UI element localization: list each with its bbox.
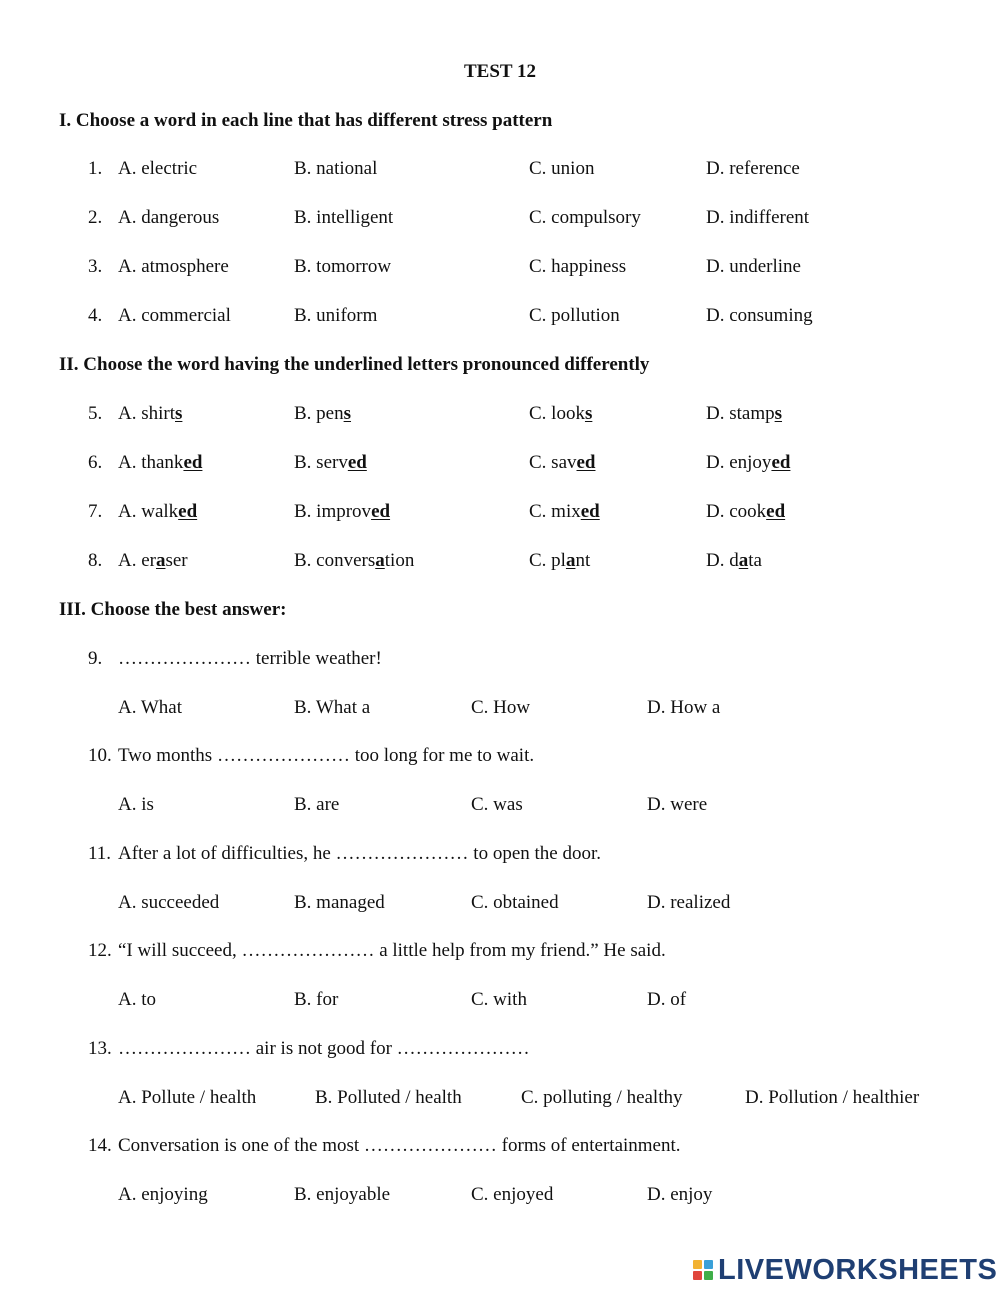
option-d [706, 403, 782, 425]
section-heading-stress: I. Choose a word in each line that has different stress pattern [59, 110, 553, 131]
option-b: B. tomorrow [294, 256, 392, 277]
question-number: 5. [88, 403, 103, 424]
option-d: D. Pollution / healthier [745, 1087, 920, 1108]
option-b [294, 501, 390, 523]
option-a: A. succeeded [118, 892, 220, 913]
underlined-letters: s [774, 403, 783, 424]
option-a: A. electric [118, 158, 198, 179]
question-number: 8. [88, 550, 103, 571]
option-c [529, 452, 596, 474]
question-number: 3. [88, 256, 103, 277]
option-d: D. of [647, 989, 687, 1010]
option-a: A. Pollute / health [118, 1087, 257, 1108]
option-text: C. pl [529, 550, 566, 571]
option-text: C. sav [529, 452, 577, 473]
option-a: A. What [118, 697, 183, 718]
option-b [294, 403, 351, 425]
option-text-end: nt [575, 550, 591, 571]
option-b: B. for [294, 989, 339, 1010]
option-a: A. atmosphere [118, 256, 229, 277]
option-text-end: ser [165, 550, 188, 571]
option-text: D. cook [706, 501, 767, 522]
option-a: A. is [118, 794, 154, 815]
underlined-letters: ed [580, 501, 600, 522]
option-text-end: ta [748, 550, 762, 571]
option-c: C. obtained [471, 892, 559, 913]
logo-block [693, 1260, 702, 1269]
option-b: B. enjoyable [294, 1184, 391, 1205]
question-number: 4. [88, 305, 103, 326]
question-number: 14. [88, 1135, 112, 1156]
option-b: B. What a [294, 697, 371, 718]
option-text: A. er [118, 550, 156, 571]
underlined-letters: ed [183, 452, 203, 473]
section-heading-best-answer: III. Choose the best answer: [59, 599, 287, 620]
option-c: C. compulsory [529, 207, 641, 228]
option-text: B. pen [294, 403, 344, 424]
option-a: A. to [118, 989, 156, 1010]
question-text: Two months ………………… too long for me to wait. [118, 745, 535, 766]
option-a [118, 501, 197, 523]
option-text: D. stamp [706, 403, 775, 424]
question-number: 13. [88, 1038, 112, 1059]
option-c: C. happiness [529, 256, 627, 277]
option-b [294, 452, 367, 474]
underlined-letters: ed [576, 452, 596, 473]
question-number: 9. [88, 648, 103, 669]
underlined-letters: ed [371, 501, 391, 522]
option-a: A. commercial [118, 305, 231, 326]
question-number: 10. [88, 745, 112, 766]
option-text: A. walk [118, 501, 179, 522]
option-d: D. How a [647, 697, 721, 718]
question-number: 2. [88, 207, 103, 228]
option-b: B. are [294, 794, 340, 815]
question-text: ………………… air is not good for ………………… [118, 1038, 530, 1059]
question-number: 1. [88, 158, 103, 179]
option-d: D. were [647, 794, 708, 815]
underlined-letters: ed [347, 452, 367, 473]
option-c: C. union [529, 158, 595, 179]
option-d: D. indifferent [706, 207, 810, 228]
option-text: A. thank [118, 452, 184, 473]
option-text: D. enjoy [706, 452, 772, 473]
option-d [706, 501, 785, 523]
option-a [118, 452, 202, 474]
question-number: 6. [88, 452, 103, 473]
underlined-letters: s [175, 403, 183, 424]
option-c: C. How [471, 697, 531, 718]
option-d: D. consuming [706, 305, 813, 326]
logo-block [693, 1271, 702, 1280]
logo-text: LIVEWORKSHEETS [718, 1253, 998, 1286]
option-c [529, 403, 592, 425]
option-text: B. serv [294, 452, 348, 473]
underlined-letters: a [155, 550, 166, 571]
option-text: C. look [529, 403, 585, 424]
option-text: B. convers [294, 550, 376, 571]
underlined-letters: ed [771, 452, 791, 473]
option-c [529, 501, 600, 523]
liveworksheets-logo [693, 1255, 997, 1285]
underlined-letters: ed [178, 501, 198, 522]
option-a: A. dangerous [118, 207, 220, 228]
question-text: After a lot of difficulties, he ………………… to open the door. [118, 843, 602, 864]
option-d: D. reference [706, 158, 800, 179]
option-c: C. pollution [529, 305, 620, 326]
question-number: 7. [88, 501, 103, 522]
logo-block [704, 1271, 713, 1280]
underlined-letters: s [343, 403, 352, 424]
logo-block [704, 1260, 713, 1269]
option-text: D. d [706, 550, 739, 571]
option-b: B. managed [294, 892, 385, 913]
option-d: D. realized [647, 892, 731, 913]
option-c [529, 550, 590, 572]
underlined-letters: a [375, 550, 385, 571]
option-c: C. polluting / healthy [521, 1087, 683, 1108]
option-d: D. underline [706, 256, 801, 277]
section-heading-pronunciation: II. Choose the word having the underlined letters pronounced differently [59, 354, 650, 375]
option-b: B. Polluted / health [315, 1087, 462, 1108]
question-text: Conversation is one of the most ………………… forms of entertainment. [118, 1135, 681, 1156]
option-b: B. intelligent [294, 207, 394, 228]
question-text: “I will succeed, ………………… a little help from my friend.” He said. [118, 940, 666, 961]
option-text: A. shirt [118, 403, 175, 424]
logo-blocks-icon [693, 1260, 713, 1280]
underlined-letters: a [738, 550, 749, 571]
option-d [706, 452, 790, 474]
option-b: B. national [294, 158, 378, 179]
option-c: C. enjoyed [471, 1184, 554, 1205]
option-b: B. uniform [294, 305, 378, 326]
option-d: D. enjoy [647, 1184, 713, 1205]
option-c: C. was [471, 794, 523, 815]
underlined-letters: a [565, 550, 576, 571]
option-c: C. with [471, 989, 527, 1010]
option-d [706, 550, 762, 572]
option-text-end: tion [384, 550, 415, 571]
question-text: ………………… terrible weather! [118, 648, 382, 669]
option-b [294, 550, 414, 572]
option-a [118, 403, 182, 425]
question-number: 11. [88, 843, 112, 864]
underlined-letters: s [584, 403, 593, 424]
option-a: A. enjoying [118, 1184, 208, 1205]
question-number: 12. [88, 940, 112, 961]
underlined-letters: ed [766, 501, 786, 522]
option-a [118, 550, 188, 572]
option-text: B. improv [294, 501, 372, 522]
page-title: TEST 12 [464, 61, 536, 82]
option-text: C. mix [529, 501, 581, 522]
